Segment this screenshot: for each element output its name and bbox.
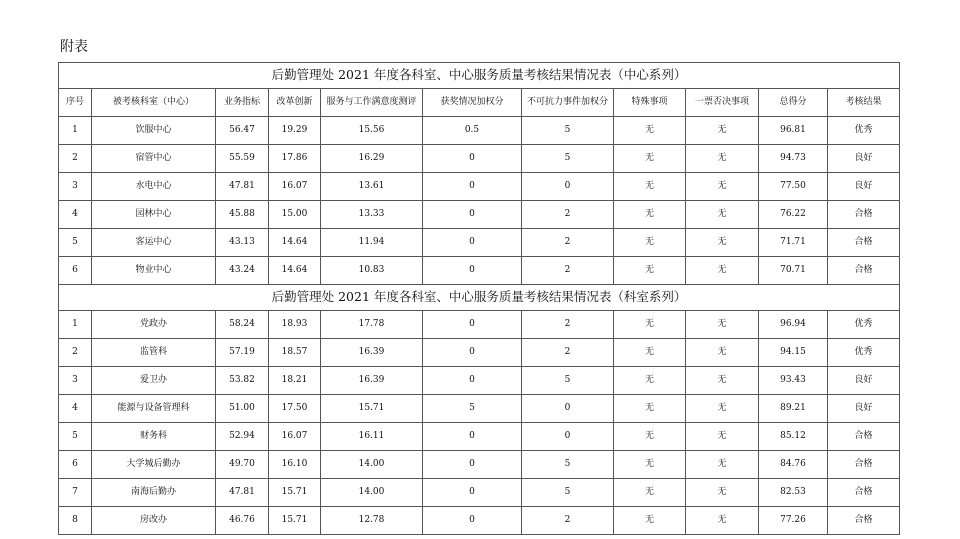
cell-special-item: 无	[614, 117, 686, 145]
cell-total-score: 93.43	[759, 367, 828, 395]
cell-force-majeure-weight: 2	[522, 507, 614, 535]
cell-special-item: 无	[614, 145, 686, 173]
cell-department: 水电中心	[92, 173, 216, 201]
cell-force-majeure-weight: 2	[522, 229, 614, 257]
cell-result: 优秀	[828, 311, 900, 339]
cell-department: 监管科	[92, 339, 216, 367]
cell-satisfaction: 16.39	[321, 339, 423, 367]
cell-veto-item: 无	[686, 507, 759, 535]
cell-department: 饮服中心	[92, 117, 216, 145]
cell-force-majeure-weight: 5	[522, 451, 614, 479]
cell-business-index: 45.88	[216, 201, 269, 229]
cell-department: 党政办	[92, 311, 216, 339]
cell-special-item: 无	[614, 423, 686, 451]
cell-special-item: 无	[614, 339, 686, 367]
cell-index: 3	[59, 367, 92, 395]
table-row	[59, 451, 900, 479]
column-header-reform-innovation: 改革创新	[269, 89, 321, 117]
cell-business-index: 47.81	[216, 173, 269, 201]
center-series-title-text: 后勤管理处 2021 年度各科室、中心服务质量考核结果情况表（中心系列）	[59, 63, 900, 89]
cell-index: 4	[59, 395, 92, 423]
cell-special-item: 无	[614, 367, 686, 395]
table-row	[59, 229, 900, 257]
cell-veto-item: 无	[686, 423, 759, 451]
cell-index: 4	[59, 201, 92, 229]
cell-award-weight: 0	[423, 451, 522, 479]
column-header-result: 考核结果	[828, 89, 900, 117]
cell-award-weight: 0	[423, 367, 522, 395]
cell-satisfaction: 14.00	[321, 479, 423, 507]
cell-satisfaction: 13.61	[321, 173, 423, 201]
cell-total-score: 71.71	[759, 229, 828, 257]
table-header-row	[59, 89, 900, 117]
cell-veto-item: 无	[686, 145, 759, 173]
cell-reform-innovation: 14.64	[269, 229, 321, 257]
cell-veto-item: 无	[686, 367, 759, 395]
cell-result: 良好	[828, 173, 900, 201]
cell-special-item: 无	[614, 507, 686, 535]
cell-index: 6	[59, 257, 92, 285]
cell-department: 爱卫办	[92, 367, 216, 395]
cell-result: 合格	[828, 257, 900, 285]
cell-special-item: 无	[614, 395, 686, 423]
cell-satisfaction: 16.39	[321, 367, 423, 395]
cell-award-weight: 0.5	[423, 117, 522, 145]
table-row	[59, 117, 900, 145]
cell-special-item: 无	[614, 311, 686, 339]
cell-total-score: 96.81	[759, 117, 828, 145]
cell-business-index: 43.13	[216, 229, 269, 257]
cell-award-weight: 0	[423, 229, 522, 257]
cell-total-score: 76.22	[759, 201, 828, 229]
cell-satisfaction: 15.56	[321, 117, 423, 145]
cell-satisfaction: 15.71	[321, 395, 423, 423]
cell-force-majeure-weight: 0	[522, 173, 614, 201]
cell-reform-innovation: 18.93	[269, 311, 321, 339]
cell-special-item: 无	[614, 479, 686, 507]
cell-business-index: 43.24	[216, 257, 269, 285]
cell-force-majeure-weight: 2	[522, 339, 614, 367]
cell-result: 合格	[828, 507, 900, 535]
cell-result: 合格	[828, 479, 900, 507]
cell-department: 房改办	[92, 507, 216, 535]
cell-satisfaction: 17.78	[321, 311, 423, 339]
cell-department: 财务科	[92, 423, 216, 451]
cell-department: 能源与设备管理科	[92, 395, 216, 423]
cell-index: 1	[59, 117, 92, 145]
cell-award-weight: 0	[423, 479, 522, 507]
assessment-table	[58, 62, 900, 535]
cell-department: 宿管中心	[92, 145, 216, 173]
cell-index: 5	[59, 229, 92, 257]
cell-force-majeure-weight: 2	[522, 257, 614, 285]
cell-special-item: 无	[614, 229, 686, 257]
cell-business-index: 51.00	[216, 395, 269, 423]
table-row	[59, 145, 900, 173]
office-series-title	[59, 285, 900, 311]
cell-satisfaction: 12.78	[321, 507, 423, 535]
column-header-veto-item: 一票否决事项	[686, 89, 759, 117]
cell-reform-innovation: 16.10	[269, 451, 321, 479]
cell-reform-innovation: 18.21	[269, 367, 321, 395]
cell-business-index: 58.24	[216, 311, 269, 339]
cell-department: 物业中心	[92, 257, 216, 285]
cell-business-index: 49.70	[216, 451, 269, 479]
cell-index: 5	[59, 423, 92, 451]
cell-satisfaction: 13.33	[321, 201, 423, 229]
column-header-force-majeure-weight: 不可抗力事件加权分	[522, 89, 614, 117]
cell-business-index: 57.19	[216, 339, 269, 367]
cell-veto-item: 无	[686, 257, 759, 285]
column-header-award-weight: 获奖情况加权分	[423, 89, 522, 117]
cell-veto-item: 无	[686, 339, 759, 367]
cell-veto-item: 无	[686, 311, 759, 339]
cell-reform-innovation: 17.50	[269, 395, 321, 423]
table-row	[59, 423, 900, 451]
cell-award-weight: 0	[423, 173, 522, 201]
cell-special-item: 无	[614, 451, 686, 479]
cell-force-majeure-weight: 2	[522, 311, 614, 339]
cell-business-index: 55.59	[216, 145, 269, 173]
cell-force-majeure-weight: 5	[522, 117, 614, 145]
cell-special-item: 无	[614, 173, 686, 201]
cell-total-score: 85.12	[759, 423, 828, 451]
cell-result: 合格	[828, 451, 900, 479]
cell-total-score: 96.94	[759, 311, 828, 339]
cell-veto-item: 无	[686, 201, 759, 229]
cell-result: 优秀	[828, 117, 900, 145]
cell-business-index: 46.76	[216, 507, 269, 535]
cell-veto-item: 无	[686, 229, 759, 257]
cell-business-index: 52.94	[216, 423, 269, 451]
cell-total-score: 84.76	[759, 451, 828, 479]
cell-total-score: 77.26	[759, 507, 828, 535]
cell-reform-innovation: 14.64	[269, 257, 321, 285]
cell-force-majeure-weight: 2	[522, 201, 614, 229]
cell-total-score: 77.50	[759, 173, 828, 201]
column-header-satisfaction: 服务与工作满意度测评	[321, 89, 423, 117]
cell-force-majeure-weight: 5	[522, 479, 614, 507]
cell-department: 大学城后勤办	[92, 451, 216, 479]
cell-award-weight: 5	[423, 395, 522, 423]
cell-reform-innovation: 15.71	[269, 507, 321, 535]
cell-veto-item: 无	[686, 479, 759, 507]
cell-veto-item: 无	[686, 173, 759, 201]
table-row	[59, 479, 900, 507]
cell-index: 2	[59, 145, 92, 173]
cell-veto-item: 无	[686, 395, 759, 423]
page-caption: 附表	[60, 39, 88, 55]
cell-award-weight: 0	[423, 145, 522, 173]
table-row	[59, 367, 900, 395]
cell-force-majeure-weight: 5	[522, 367, 614, 395]
cell-total-score: 82.53	[759, 479, 828, 507]
cell-special-item: 无	[614, 201, 686, 229]
cell-satisfaction: 16.11	[321, 423, 423, 451]
cell-index: 6	[59, 451, 92, 479]
cell-result: 良好	[828, 367, 900, 395]
cell-result: 合格	[828, 229, 900, 257]
cell-veto-item: 无	[686, 451, 759, 479]
cell-result: 良好	[828, 145, 900, 173]
cell-result: 良好	[828, 395, 900, 423]
cell-satisfaction: 11.94	[321, 229, 423, 257]
table-row	[59, 201, 900, 229]
cell-business-index: 53.82	[216, 367, 269, 395]
cell-award-weight: 0	[423, 507, 522, 535]
cell-total-score: 70.71	[759, 257, 828, 285]
cell-index: 3	[59, 173, 92, 201]
table-row	[59, 173, 900, 201]
cell-index: 7	[59, 479, 92, 507]
cell-department: 园林中心	[92, 201, 216, 229]
cell-satisfaction: 10.83	[321, 257, 423, 285]
cell-veto-item: 无	[686, 117, 759, 145]
cell-result: 优秀	[828, 339, 900, 367]
office-series-title-text: 后勤管理处 2021 年度各科室、中心服务质量考核结果情况表（科室系列）	[59, 285, 900, 311]
table-row	[59, 395, 900, 423]
cell-total-score: 94.73	[759, 145, 828, 173]
cell-reform-innovation: 19.29	[269, 117, 321, 145]
column-header-department: 被考核科室（中心）	[92, 89, 216, 117]
cell-reform-innovation: 16.07	[269, 423, 321, 451]
cell-index: 8	[59, 507, 92, 535]
cell-award-weight: 0	[423, 423, 522, 451]
cell-award-weight: 0	[423, 201, 522, 229]
column-header-special-item: 特殊事项	[614, 89, 686, 117]
column-header-total-score: 总得分	[759, 89, 828, 117]
cell-satisfaction: 16.29	[321, 145, 423, 173]
cell-index: 1	[59, 311, 92, 339]
table-row	[59, 339, 900, 367]
cell-result: 合格	[828, 423, 900, 451]
cell-force-majeure-weight: 0	[522, 423, 614, 451]
cell-index: 2	[59, 339, 92, 367]
cell-result: 合格	[828, 201, 900, 229]
cell-reform-innovation: 16.07	[269, 173, 321, 201]
cell-force-majeure-weight: 0	[522, 395, 614, 423]
cell-total-score: 89.21	[759, 395, 828, 423]
cell-business-index: 47.81	[216, 479, 269, 507]
cell-reform-innovation: 15.00	[269, 201, 321, 229]
cell-award-weight: 0	[423, 311, 522, 339]
cell-satisfaction: 14.00	[321, 451, 423, 479]
cell-reform-innovation: 17.86	[269, 145, 321, 173]
cell-department: 南海后勤办	[92, 479, 216, 507]
table-row	[59, 311, 900, 339]
table-row	[59, 257, 900, 285]
column-header-index: 序号	[59, 89, 92, 117]
center-series-title	[59, 63, 900, 89]
cell-total-score: 94.15	[759, 339, 828, 367]
cell-reform-innovation: 15.71	[269, 479, 321, 507]
cell-department: 客运中心	[92, 229, 216, 257]
column-header-business-index: 业务指标	[216, 89, 269, 117]
cell-special-item: 无	[614, 257, 686, 285]
table-row	[59, 507, 900, 535]
cell-force-majeure-weight: 5	[522, 145, 614, 173]
cell-award-weight: 0	[423, 257, 522, 285]
cell-business-index: 56.47	[216, 117, 269, 145]
cell-reform-innovation: 18.57	[269, 339, 321, 367]
cell-award-weight: 0	[423, 339, 522, 367]
